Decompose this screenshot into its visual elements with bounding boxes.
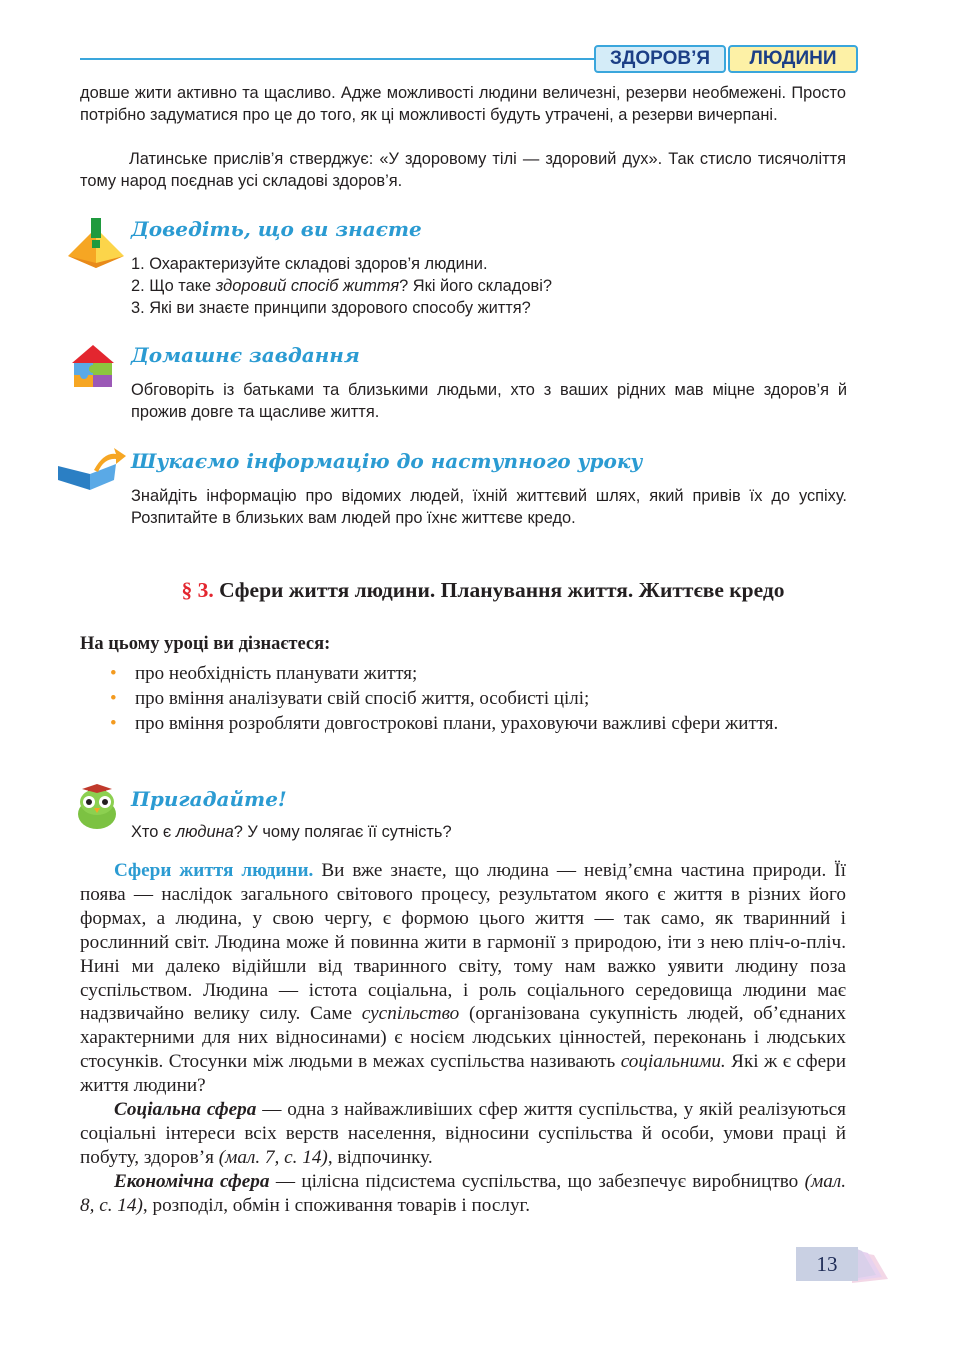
- prove-questions: [131, 253, 847, 319]
- list-item: • про вміння аналізувати свій спосіб життя, особисті цілі;: [110, 686, 840, 711]
- remember-heading: Пригадайте!: [131, 787, 287, 811]
- list-item: • про необхідність планувати життя;: [110, 661, 840, 686]
- pyramid-icon: [66, 216, 126, 272]
- homework-heading: Домашнє завдання: [131, 343, 360, 367]
- body-text: [80, 859, 846, 1218]
- section-title-text: Сфери життя людини. Планування життя. Життєве кредо: [219, 578, 785, 602]
- intro-paragraph-1: довше жити активно та щасливо. Адже можливості людини величезні, резерви необмежені. Просто потрібно задуматися про це до того, як ці можливості будуть утрачені, а резерви вичерпані.: [80, 84, 846, 124]
- puzzle-house-icon: [70, 343, 116, 389]
- owl-icon: [76, 784, 118, 830]
- prove-heading: Доведіть, що ви знаєте: [131, 217, 422, 241]
- body-paragraph-1: Сфери життя людини. Ви вже знаєте, що людина — невід’ємна частина природи. Її поява — наслідок загального світового процесу, результатом якого є життя в різних його формах, а людина, у свою чергу, є формою цього життя — так само, як тваринний і рослинний світ. Людина може й повинна жити в гармонії з природою, іти з нею пліч-о-пліч. Нині ми далеко відійшли від тваринного світу, тому нам важко уявити людину поза суспільством. Людина — істота соціальна, і роль соціального середовища людини має надзвичайно велику силу. Саме суспільство (організована сукупність людей, об’єднаних характерними для них відносинами) є носієм людських цінностей, переконань і людських стосунків. Стосунки між людьми в межах суспільства називають соціальними. Які ж є сфери життя людини?: [80, 860, 846, 1097]
- running-header-part1: ЗДОРОВ’Я: [594, 45, 726, 73]
- search-heading: Шукаємо інформацію до наступного уроку: [131, 449, 643, 473]
- intro-paragraph-2: Латинське прислів’я стверджує: «У здоровому тілі — здоровий дух». Так стисло тисячоліття тому народ поєднав усі складові здоров’я.: [80, 150, 846, 190]
- body-paragraph-3: Економічна сфера — цілісна підсистема суспільства, що забезпечує виробництво (мал. 8, с. 14), розподіл, обмін і споживання товарів і послуг.: [80, 1170, 847, 1216]
- question-3: 3. Які ви знаєте принципи здорового способу життя?: [131, 299, 531, 317]
- question-2: 2. Що таке здоровий спосіб життя? Які його складові?: [131, 277, 552, 295]
- question-1: 1. Охарактеризуйте складові здоров’я людини.: [131, 255, 488, 273]
- section-number: § 3.: [181, 578, 214, 602]
- page-tab-decoration: [852, 1247, 892, 1285]
- open-book-arrow-icon: [54, 446, 128, 492]
- learn-heading: На цьому уроці ви дізнаєтеся:: [80, 634, 331, 654]
- learn-list: [110, 661, 840, 736]
- page-number: 13: [796, 1247, 858, 1281]
- body-paragraph-2: Соціальна сфера — одна з найважливіших сфер життя суспільства, у якій реалізуються соціальні інтереси всіх верств населення, відносини суспільства й особи, умови праці й побуту, здоров’я (мал. 7, с. 14), відпочинку.: [80, 1099, 846, 1168]
- list-item: • про вміння розробляти довгострокові плани, ураховуючи важливі сфери життя.: [110, 711, 840, 736]
- remember-text: Хто є людина? У чому полягає її сутність?: [131, 823, 452, 841]
- section-title: [80, 577, 886, 603]
- search-text: Знайдіть інформацію про відомих людей, їхній життєвий шлях, який привів їх до успіху. Розпитайте в близьких вам людей про їхнє життєве кредо.: [131, 487, 847, 527]
- homework-text: Обговоріть із батьками та близькими людьми, хто з ваших рідних мав міцне здоров’я й прожив довге та щасливе життя.: [131, 381, 847, 421]
- running-header-part2: ЛЮДИНИ: [728, 45, 858, 73]
- header-rule: [80, 58, 600, 60]
